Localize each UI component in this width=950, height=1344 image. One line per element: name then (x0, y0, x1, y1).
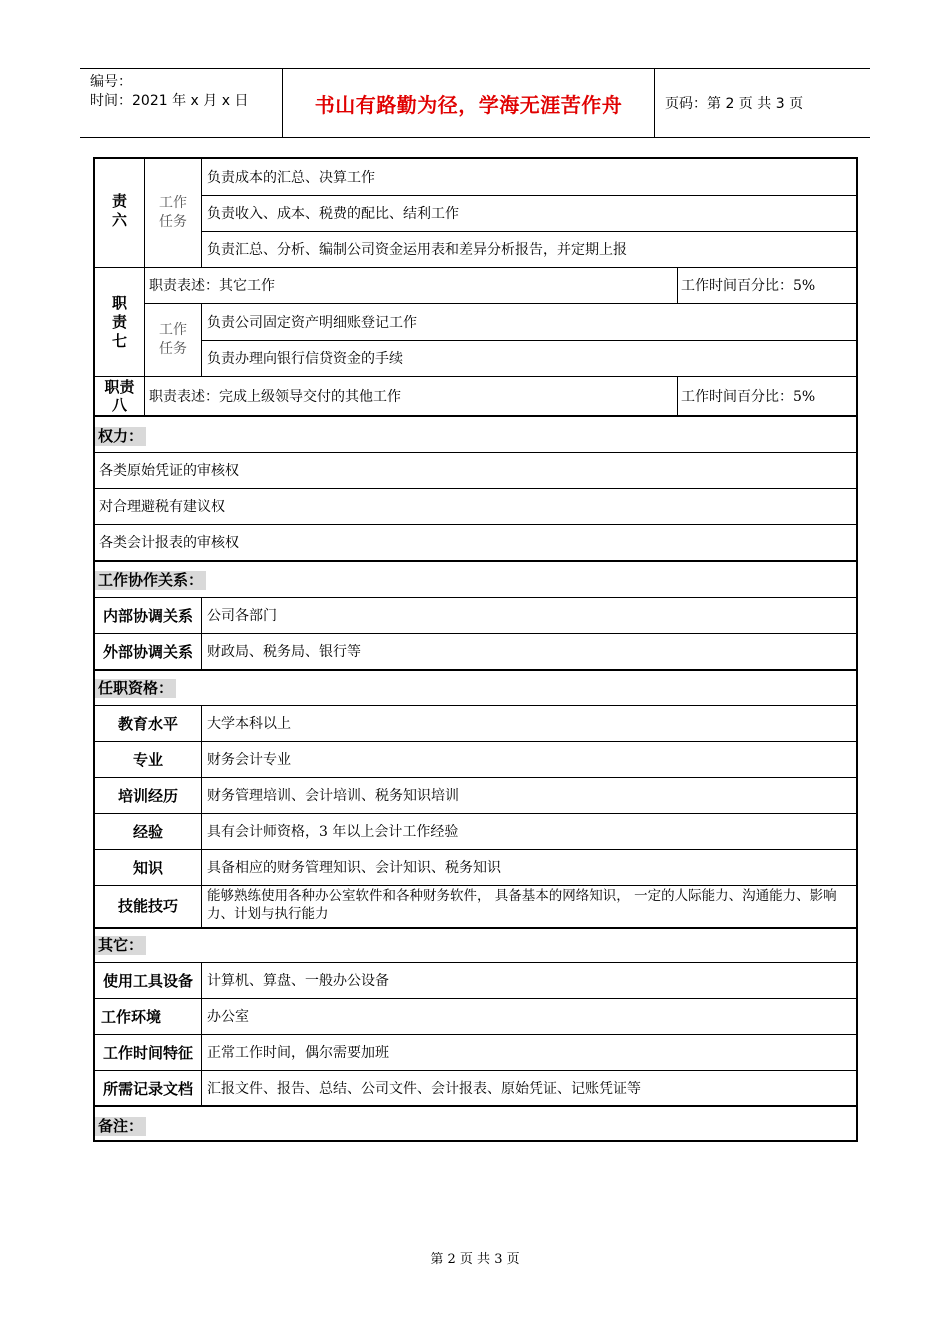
power-item: 各类会计报表的审核权 (99, 535, 239, 551)
row-divider (95, 1070, 858, 1071)
relations-title: 工作协作关系： (95, 571, 206, 590)
row-divider (201, 231, 858, 232)
major-value: 财务会计专业 (207, 752, 291, 768)
environment-label: 工作环境 (100, 1008, 161, 1026)
powers-title: 权力： (95, 427, 146, 446)
duty7-task-1: 负责公司固定资产明细账登记工作 (207, 315, 417, 331)
row-divider (95, 524, 858, 525)
row-divider (95, 705, 858, 706)
others-title: 其它： (95, 936, 146, 955)
qualifications-title: 任职资格： (95, 679, 176, 698)
section-divider (95, 560, 858, 562)
duty6-task-1: 负责成本的汇总、决算工作 (207, 170, 375, 186)
duty7-time-percent: 工作时间百分比：5% (681, 278, 816, 294)
duty8-description: 职责表述：完成上级领导交付的其他工作 (149, 389, 401, 405)
row-divider (95, 849, 858, 850)
internal-relation-label: 内部协调关系 (102, 607, 193, 625)
duty7-task-label: 工作 任务 (159, 322, 187, 357)
column-divider (201, 159, 202, 267)
number-label: 编号： (90, 74, 132, 90)
time-label: 时间：2021 年 x 月 x 日 (90, 93, 249, 109)
document-header (80, 68, 870, 138)
duty7-task-2: 负责办理向银行信贷资金的手续 (207, 351, 403, 367)
skills-label: 技能技巧 (117, 897, 178, 915)
experience-value: 具有会计师资格，3 年以上会计工作经验 (207, 824, 459, 840)
education-value: 大学本科以上 (207, 716, 291, 732)
duty6-task-3: 负责汇总、分析、编制公司资金运用表和差异分析报告，并定期上报 (207, 242, 627, 258)
duty8-time-percent: 工作时间百分比：5% (681, 389, 816, 405)
column-divider (677, 376, 678, 416)
row-divider (95, 741, 858, 742)
header-page-info: 页码：第 2 页 共 3 页 (665, 96, 804, 112)
page-footer: 第 2 页 共 3 页 (430, 1252, 520, 1267)
row-divider (95, 813, 858, 814)
duty7-description: 职责表述：其它工作 (149, 278, 275, 294)
header-motto: 书山有路勤为径，学海无涯苦作舟 (314, 92, 623, 117)
header-divider (654, 69, 655, 137)
environment-value: 办公室 (207, 1009, 249, 1025)
training-label: 培训经历 (117, 787, 178, 805)
duty8-label: 职责 八 (104, 378, 135, 414)
power-item: 各类原始凭证的审核权 (99, 463, 239, 479)
knowledge-value: 具备相应的财务管理知识、会计知识、税务知识 (207, 860, 501, 876)
knowledge-label: 知识 (132, 859, 163, 877)
external-relation-value: 财政局、税务局、银行等 (207, 644, 361, 660)
job-description-table (93, 157, 858, 1142)
row-divider (95, 267, 858, 268)
row-divider (95, 885, 858, 886)
duty6-task-2: 负责收入、成本、税费的配比、结利工作 (207, 206, 459, 222)
work-time-value: 正常工作时间，偶尔需要加班 (207, 1045, 389, 1061)
section-divider (95, 415, 858, 417)
major-label: 专业 (132, 751, 163, 769)
external-relation-label: 外部协调关系 (102, 643, 193, 661)
header-meta (80, 69, 282, 137)
column-divider (677, 267, 678, 303)
duty7-label: 职 责 七 (111, 294, 127, 350)
row-divider (201, 195, 858, 196)
section-divider (95, 927, 858, 929)
column-divider (201, 705, 202, 928)
row-divider (95, 597, 858, 598)
records-value: 汇报文件、报告、总结、公司文件、会计报表、原始凭证、记账凭证等 (207, 1081, 641, 1097)
row-divider (95, 1034, 858, 1035)
row-divider (95, 633, 858, 634)
row-divider (95, 376, 858, 377)
row-divider (201, 340, 858, 341)
row-divider (95, 962, 858, 963)
education-label: 教育水平 (117, 715, 178, 733)
row-divider (144, 303, 858, 304)
row-divider (95, 777, 858, 778)
section-divider (95, 1105, 858, 1107)
row-divider (95, 452, 858, 453)
section-divider (95, 669, 858, 671)
internal-relation-value: 公司各部门 (207, 608, 277, 624)
skills-value: 能够熟练使用各种办公室软件和各种财务软件， 具备基本的网络知识， 一定的人际能力、沟通能力、影响力、计划与执行能力 (207, 888, 837, 922)
tools-label: 使用工具设备 (102, 972, 193, 990)
duty6-task-label: 工作 任务 (159, 195, 187, 230)
experience-label: 经验 (132, 823, 163, 841)
power-item: 对合理避税有建议权 (99, 499, 225, 515)
work-time-label: 工作时间特征 (102, 1044, 193, 1062)
records-label: 所需记录文档 (102, 1080, 193, 1098)
row-divider (95, 488, 858, 489)
row-divider (95, 998, 858, 999)
tools-value: 计算机、算盘、一般办公设备 (207, 973, 389, 989)
training-value: 财务管理培训、会计培训、税务知识培训 (207, 788, 459, 804)
duty6-label: 责 六 (111, 192, 127, 229)
remarks-title: 备注： (95, 1117, 146, 1136)
